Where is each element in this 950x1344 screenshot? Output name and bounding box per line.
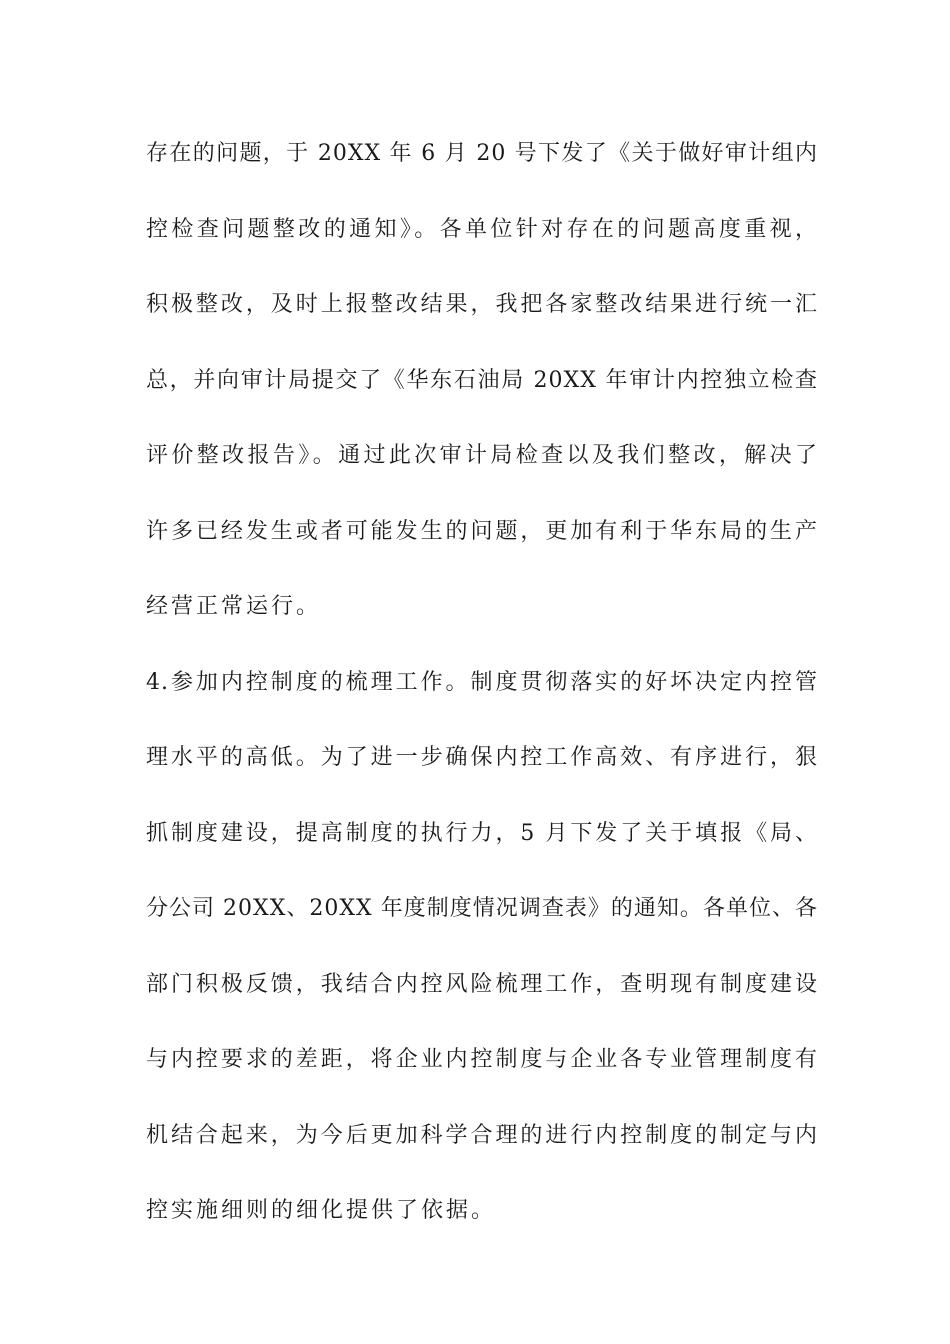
text-line: 部门积极反馈，我结合内控风险梳理工作，查明现有制度建设: [146, 971, 818, 997]
text-line: 许多已经发生或者可能发生的问题，更加有利于华东局的生产: [146, 518, 818, 544]
text-line: 评价整改报告》。通过此次审计局检查以及我们整改，解决了: [146, 443, 818, 468]
body-text: [146, 128, 818, 1261]
text-line: 抓制度建设，提高制度的执行力，5 月下发了关于填报《局、: [146, 820, 818, 846]
text-line: 机结合起来，为今后更加科学合理的进行内控制度的制定与内: [146, 1122, 818, 1148]
text-line: 存在的问题，于 20XX 年 6 月 20 号下发了《关于做好审计组内: [146, 141, 818, 166]
text-line: 控检查问题整改的通知》。各单位针对存在的问题高度重视，: [146, 216, 818, 242]
text-line: 总，并向审计局提交了《华东石油局 20XX 年审计内控独立检查: [146, 367, 818, 393]
text-line: 4.参加内控制度的梳理工作。制度贯彻落实的好坏决定内控管: [146, 669, 818, 695]
text-line: 积极整改，及时上报整改结果，我把各家整改结果进行统一汇: [146, 292, 818, 317]
text-line: 分公司 20XX、20XX 年度制度情况调查表》的通知。各单位、各: [146, 896, 818, 921]
text-line: 与内控要求的差距，将企业内控制度与企业各专业管理制度有: [146, 1047, 818, 1072]
text-line: 理水平的高低。为了进一步确保内控工作高效、有序进行，狠: [146, 745, 818, 770]
text-line: 控实施细则的细化提供了依据。: [146, 1198, 497, 1223]
text-line: 经营正常运行。: [146, 594, 322, 619]
